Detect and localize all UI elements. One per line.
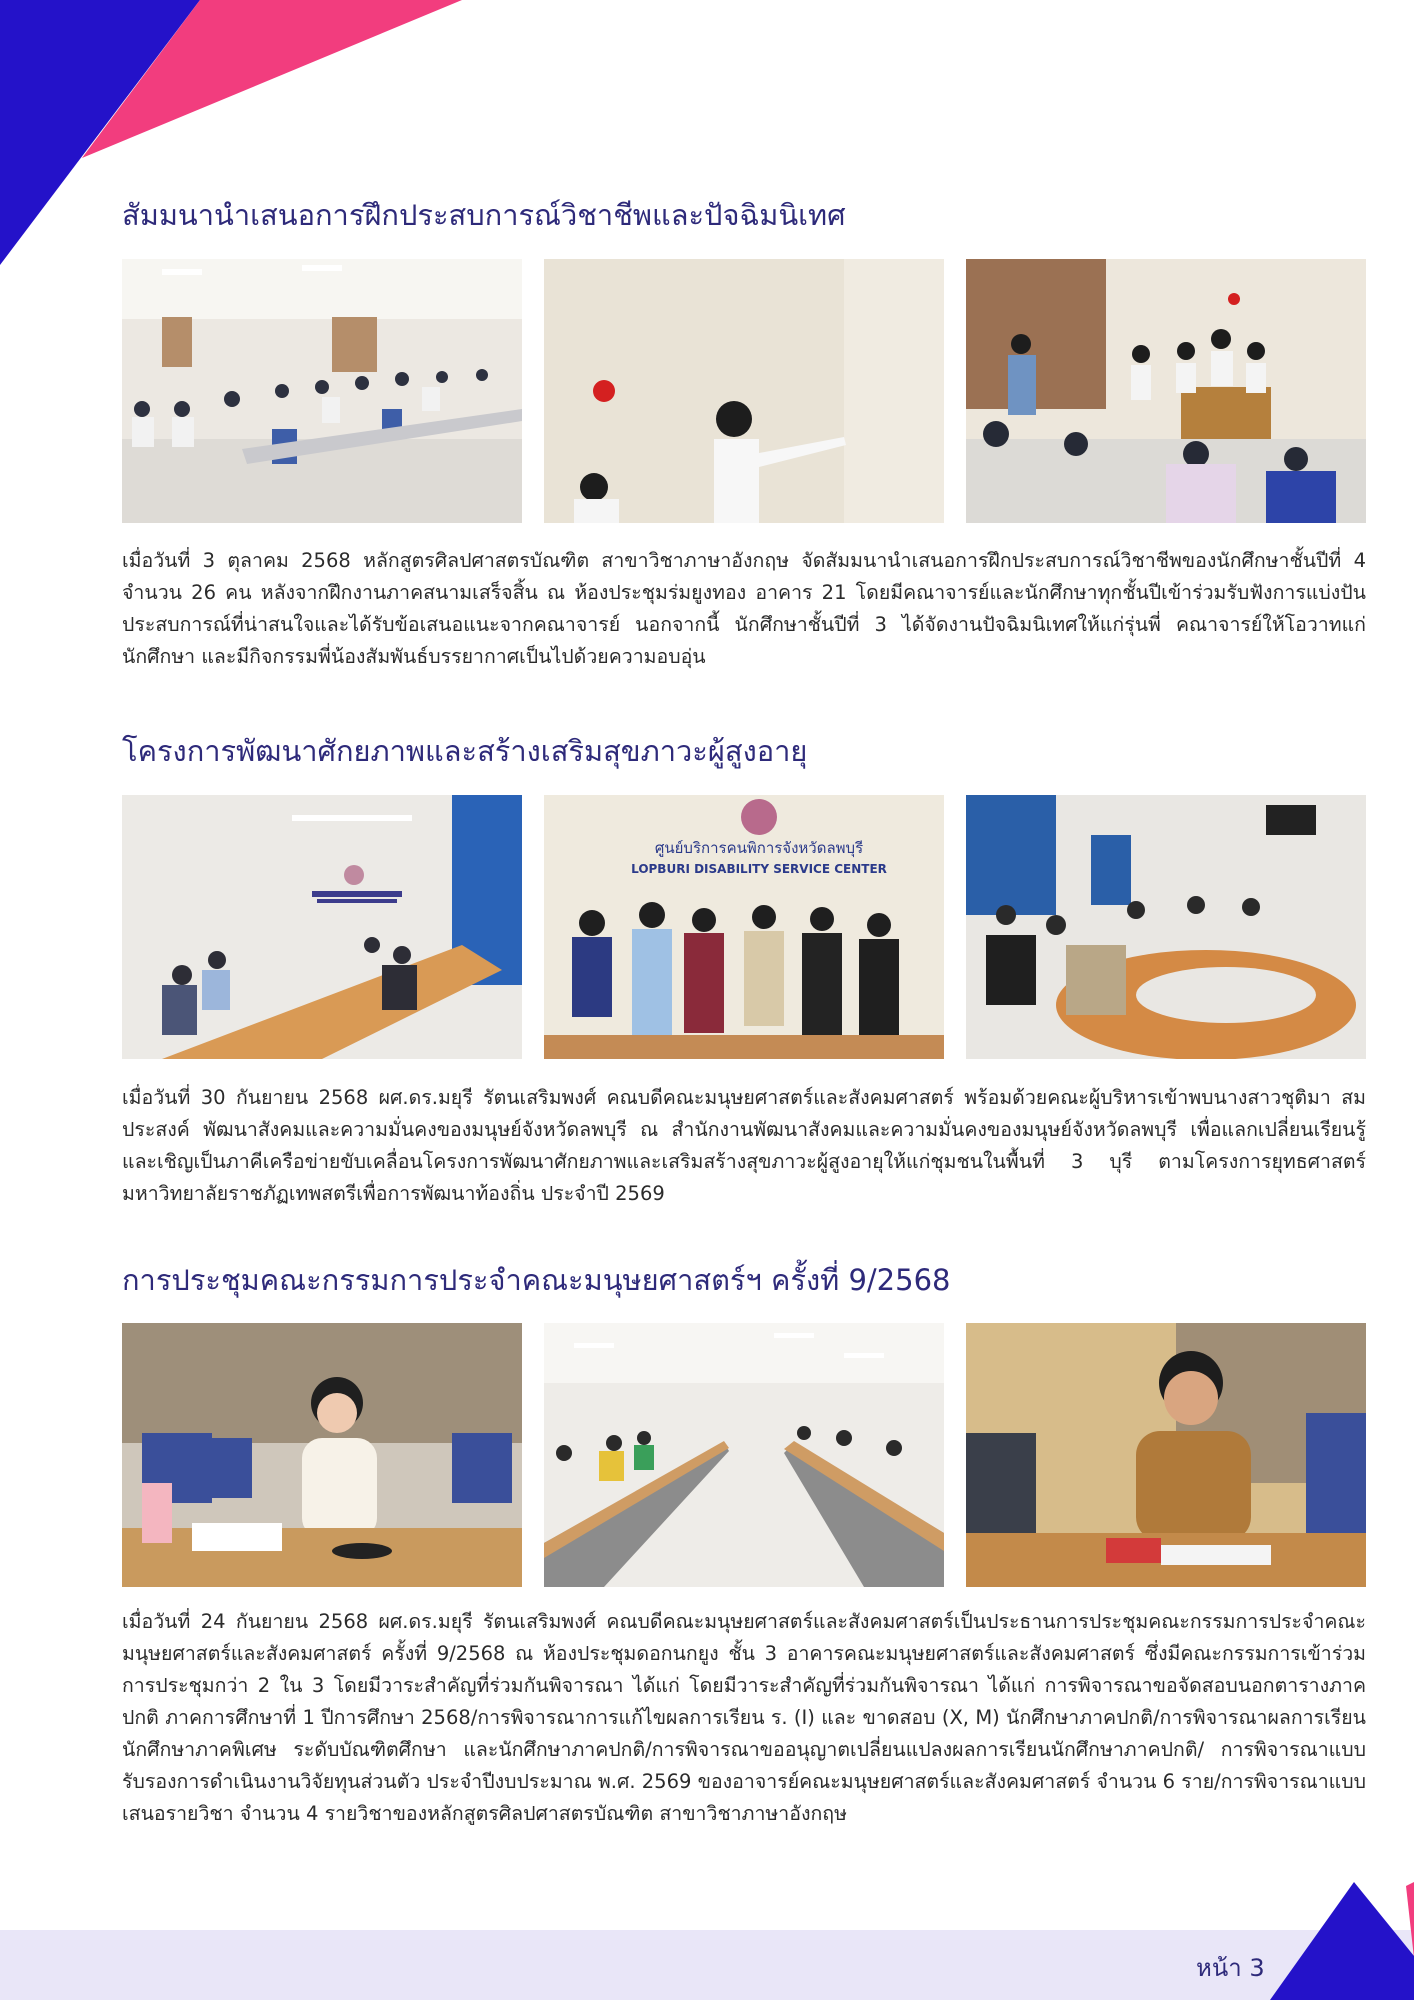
section-paragraph: เมื่อวันที่ 3 ตุลาคม 2568 หลักสูตรศิลปศาสตรบัณฑิต สาขาวิชาภาษาอังกฤษ จัดสัมมนานำเสนอการฝึกประสบการณ์วิชาชีพของนักศึกษาชั้นปีที่ 4 จำนวน 26 คน หลังจากฝึกงานภาคสนามเสร็จสิ้น ณ ห้องประชุมร่มยูงทอง อาคาร 21 โดยมีคณาจารย์และนักศึกษาทุกชั้นปีเข้าร่วมรับฟังการแบ่งปันประสบการณ์ที่น่าสนใจและได้รับข้อเสนอแนะจากคณาจารย์ นอกจากนี้ นักศึกษาชั้นปีที่ 3 ได้จัดงานปัจฉิมนิเทศให้แก่รุ่นพี่ คณาจารย์ให้โอวาทแก่นักศึกษา และมีกิจกรรมพี่น้องสัมพันธ์บรรยากาศเป็นไปด้วยความอบอุ่น xyxy=(122,549,1366,668)
group-photo-photo xyxy=(544,795,944,1059)
chairwoman-photo xyxy=(122,1323,522,1587)
section-title: โครงการพัฒนาศักยภาพและสร้างเสริมสุขภาวะผู้สูงอายุ xyxy=(122,734,808,768)
photo-row xyxy=(122,259,1366,523)
section-title: การประชุมคณะกรรมการประจำคณะมนุษยศาสตร์ฯ ครั้งที่ 9/2568 xyxy=(122,1263,951,1297)
seminar-classroom-photo xyxy=(122,259,522,523)
page-number: หน้า 3 xyxy=(1196,1954,1265,1982)
section-paragraph: เมื่อวันที่ 24 กันยายน 2568 ผศ.ดร.มยุรี รัตนเสริมพงศ์ คณบดีคณะมนุษยศาสตร์และสังคมศาสตร์เป็นประธานการประชุมคณะกรรมการประจำคณะมนุษยศาสตร์และสังคมศาสตร์ ครั้งที่ 9/2568 ณ ห้องประชุมดอกนกยูง ชั้น 3 อาคารคณะมนุษยศาสตร์และสังคมศาสตร์ ซึ่งมีคณะกรรมการเข้าร่วมการประชุมกว่า 2 ใน 3 โดยมีวาระสำคัญที่ร่วมกันพิจารณา ได้แก่ โดยมีวาระสำคัญที่ร่วมกันพิจารณา ได้แก่ การพิจารณาขอจัดสอบนอกตารางภาคปกติ ภาคการศึกษาที่ 1 ปีการศึกษา 2568/การพิจารณาการแก้ไขผลการเรียน ร. (I) และ ขาดสอบ (X, M) นักศึกษาภาคปกติ/การพิจารณาผลการเรียนนักศึกษาภาคพิเศษ ระดับบัณฑิตศึกษา และนักศึกษาภาคปกติ/การพิจารณาขออนุญาตเปลี่ยนแปลงผลการเรียนนักศึกษาภาคปกติ/ การพิจารณาแบบรับรองการดำเนินงานวิจัยทุนส่วนตัว ประจำปีงบประมาณ พ.ศ. 2569 ของอาจารย์คณะมนุษยศาสตร์และสังคมศาสตร์ จำนวน 6 ราย/การพิจารณาแบบเสนอรายวิชา จำนวน 4 รายวิชาของหลักสูตรศิลปศาสตรบัณฑิต สาขาวิชาภาษาอังกฤษ xyxy=(122,1610,1366,1825)
photo-row xyxy=(122,795,1366,1059)
photo-row xyxy=(122,1323,1366,1587)
students-at-podium-photo xyxy=(966,259,1366,523)
center-sign-english: LOPBURI DISABILITY SERVICE CENTER xyxy=(631,862,887,876)
meeting-room-lopburi-photo xyxy=(122,795,522,1059)
long-meeting-table-photo xyxy=(544,1323,944,1587)
section-committee-meeting xyxy=(122,1257,1366,1867)
section-title: สัมมนานำเสนอการฝึกประสบการณ์วิชาชีพและปัจฉิมนิเทศ xyxy=(122,198,846,232)
bottom-right-decoration xyxy=(1260,1878,1414,2000)
student-presenting-photo xyxy=(544,259,944,523)
section-elderly-project xyxy=(122,728,1366,1228)
center-sign-thai: ศูนย์บริการคนพิการจังหวัดลพบุรี xyxy=(654,839,864,857)
section-paragraph: เมื่อวันที่ 30 กันยายน 2568 ผศ.ดร.มยุรี รัตนเสริมพงศ์ คณบดีคณะมนุษยศาสตร์และสังคมศาสตร์ พร้อมด้วยคณะผู้บริหารเข้าพบนางสาวชุติมา สมประสงค์ พัฒนาสังคมและความมั่นคงของมนุษย์จังหวัดลพบุรี ณ สำนักงานพัฒนาสังคมและความมั่นคงของมนุษย์จังหวัดลพบุรี เพื่อแลกเปลี่ยนเรียนรู้และเชิญเป็นภาคีเครือข่ายขับเคลื่อนโครงการพัฒนาศักยภาพและเสริมสร้างสุขภาวะผู้สูงอายุให้แก่ชุมชนในพื้นที่ 3 บุรี ตามโครงการยุทธศาสตร์มหาวิทยาลัยราชภัฏเทพสตรีเพื่อการพัฒนาท้องถิ่น ประจำปี 2569 xyxy=(122,1086,1366,1205)
round-table-meeting-photo xyxy=(966,795,1366,1059)
section-seminar xyxy=(122,192,1366,682)
committee-member-photo xyxy=(966,1323,1366,1587)
